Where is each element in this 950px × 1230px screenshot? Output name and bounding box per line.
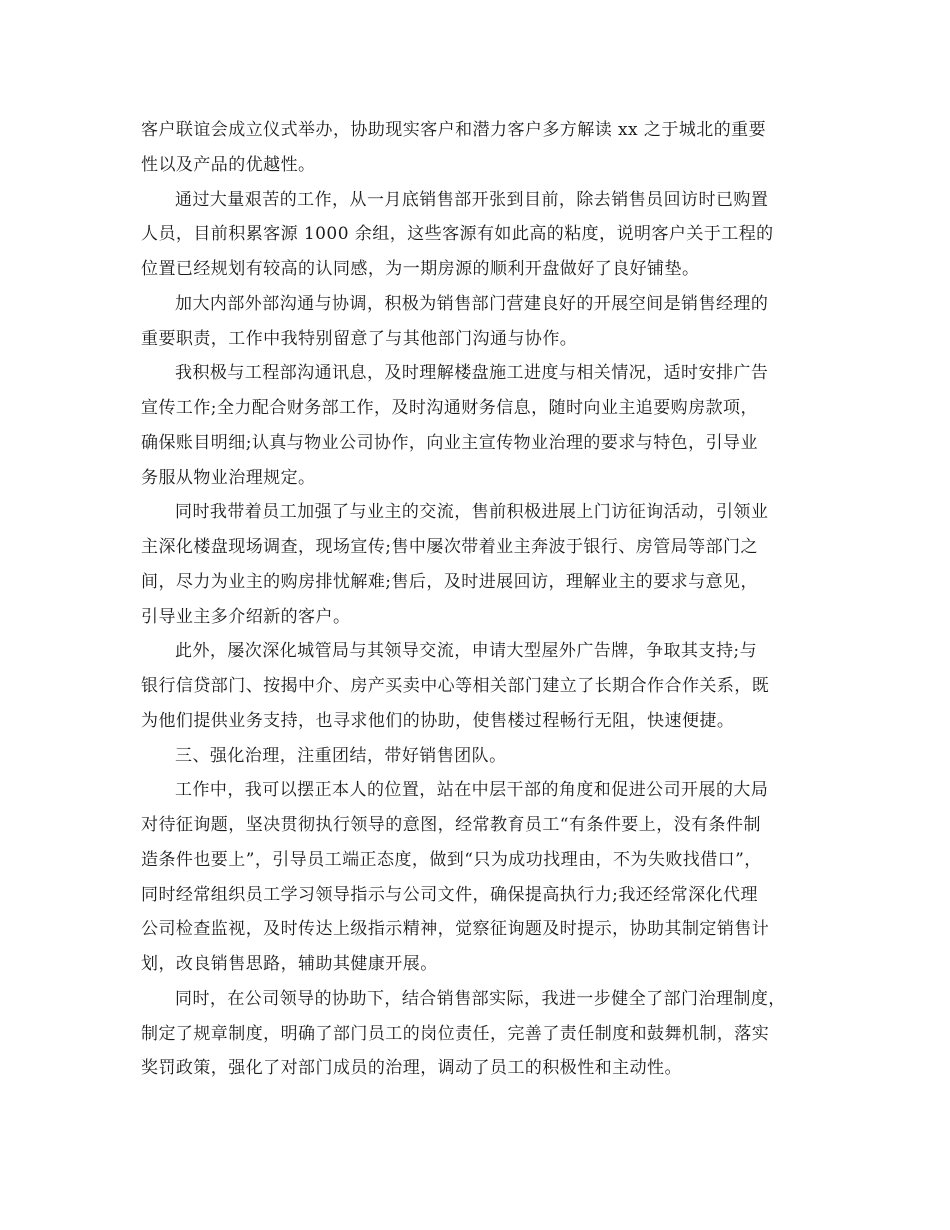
text-line: 制定了规章制度，明确了部门员工的岗位责任，完善了责任制度和鼓舞机制，落实 <box>141 1023 770 1044</box>
paragraph-start-line: 同时我带着员工加强了与业主的交流，售前积极进展上门访征询活动，引领业 <box>175 502 769 523</box>
text-line: 公司检查监视，及时传达上级指示精神，觉察征询题及时提示，协助其制定销售计 <box>141 919 770 940</box>
paragraph-start-line: 我积极与工程部沟通讯息，及时理解楼盘施工进度与相关情况，适时安排广告 <box>175 363 769 384</box>
paragraph-start-line: 通过大量艰苦的工作，从一月底销售部开张到目前，除去销售员回访时已购置 <box>175 189 769 210</box>
document-body <box>141 113 827 1086</box>
paragraph-start-line: 工作中，我可以摆正本人的位置，站在中层干部的角度和促进公司开展的大局 <box>175 780 769 801</box>
text-line: 同时经常组织员工学习领导指示与公司文件，确保提高执行力;我还经常深化代理 <box>141 884 758 905</box>
text-line: 引导业主多介绍新的客户。 <box>141 606 351 627</box>
text-line: 银行信贷部门、按揭中介、房产买卖中心等相关部门建立了长期合作合作关系，既 <box>141 676 770 696</box>
paragraph-start-line: 同时，在公司领导的协助下，结合销售部实际，我进一步健全了部门治理制度， <box>175 988 786 1009</box>
text-line: 为他们提供业务支持，也寻求他们的协助，使售楼过程畅行无阻，快速便捷。 <box>141 710 735 731</box>
text-line: 造条件也要上”，引导员工端正态度，做到“只为成功找理由，不为失败找借口”， <box>141 849 762 870</box>
text-line: 客户联谊会成立仪式举办，协助现实客户和潜力客户多方解读 xx 之于城北的重要 <box>141 120 767 140</box>
text-line: 宣传工作;全力配合财务部工作，及时沟通财务信息，随时向业主追要购房款项， <box>141 398 758 418</box>
text-line: 重要职责，工作中我特别留意了与其他部门沟通与协作。 <box>141 328 578 349</box>
text-line: 对待征询题，坚决贯彻执行领导的意图，经常教育员工“有条件要上，没有条件制 <box>141 815 761 835</box>
text-line: 间，尽力为业主的购房排忧解难;售后，及时进展回访，理解业主的要求与意见， <box>141 571 758 592</box>
text-line: 确保账目明细;认真与物业公司协作，向业主宣传物业治理的要求与特色，引导业 <box>141 432 758 453</box>
text-line: 人员，目前积累客源 1000 余组，这些客源有如此高的粘度，说明客户关于工程的 <box>141 224 774 245</box>
text-line: 性以及产品的优越性。 <box>141 154 316 175</box>
text-line: 位置已经规划有较高的认同感，为一期房源的顺利开盘做好了良好铺垫。 <box>141 259 700 279</box>
paragraph-start-line: 加大内部外部沟通与协调，积极为销售部门营建良好的开展空间是销售经理的 <box>175 293 769 314</box>
section-heading: 三、强化治理，注重团结，带好销售团队。 <box>175 745 507 766</box>
text-line: 奖罚政策，强化了对部门成员的治理，调动了员工的积极性和主动性。 <box>141 1058 682 1079</box>
text-line: 划，改良销售思路，辅助其健康开展。 <box>141 954 438 974</box>
text-line: 主深化楼盘现场调查，现场宣传;售中屡次带着业主奔波于银行、房管局等部门之 <box>141 537 758 557</box>
paragraph-start-line: 此外，屡次深化城管局与其领导交流，申请大型屋外广告牌，争取其支持;与 <box>175 641 758 662</box>
text-line: 务服从物业治理规定。 <box>141 467 316 488</box>
